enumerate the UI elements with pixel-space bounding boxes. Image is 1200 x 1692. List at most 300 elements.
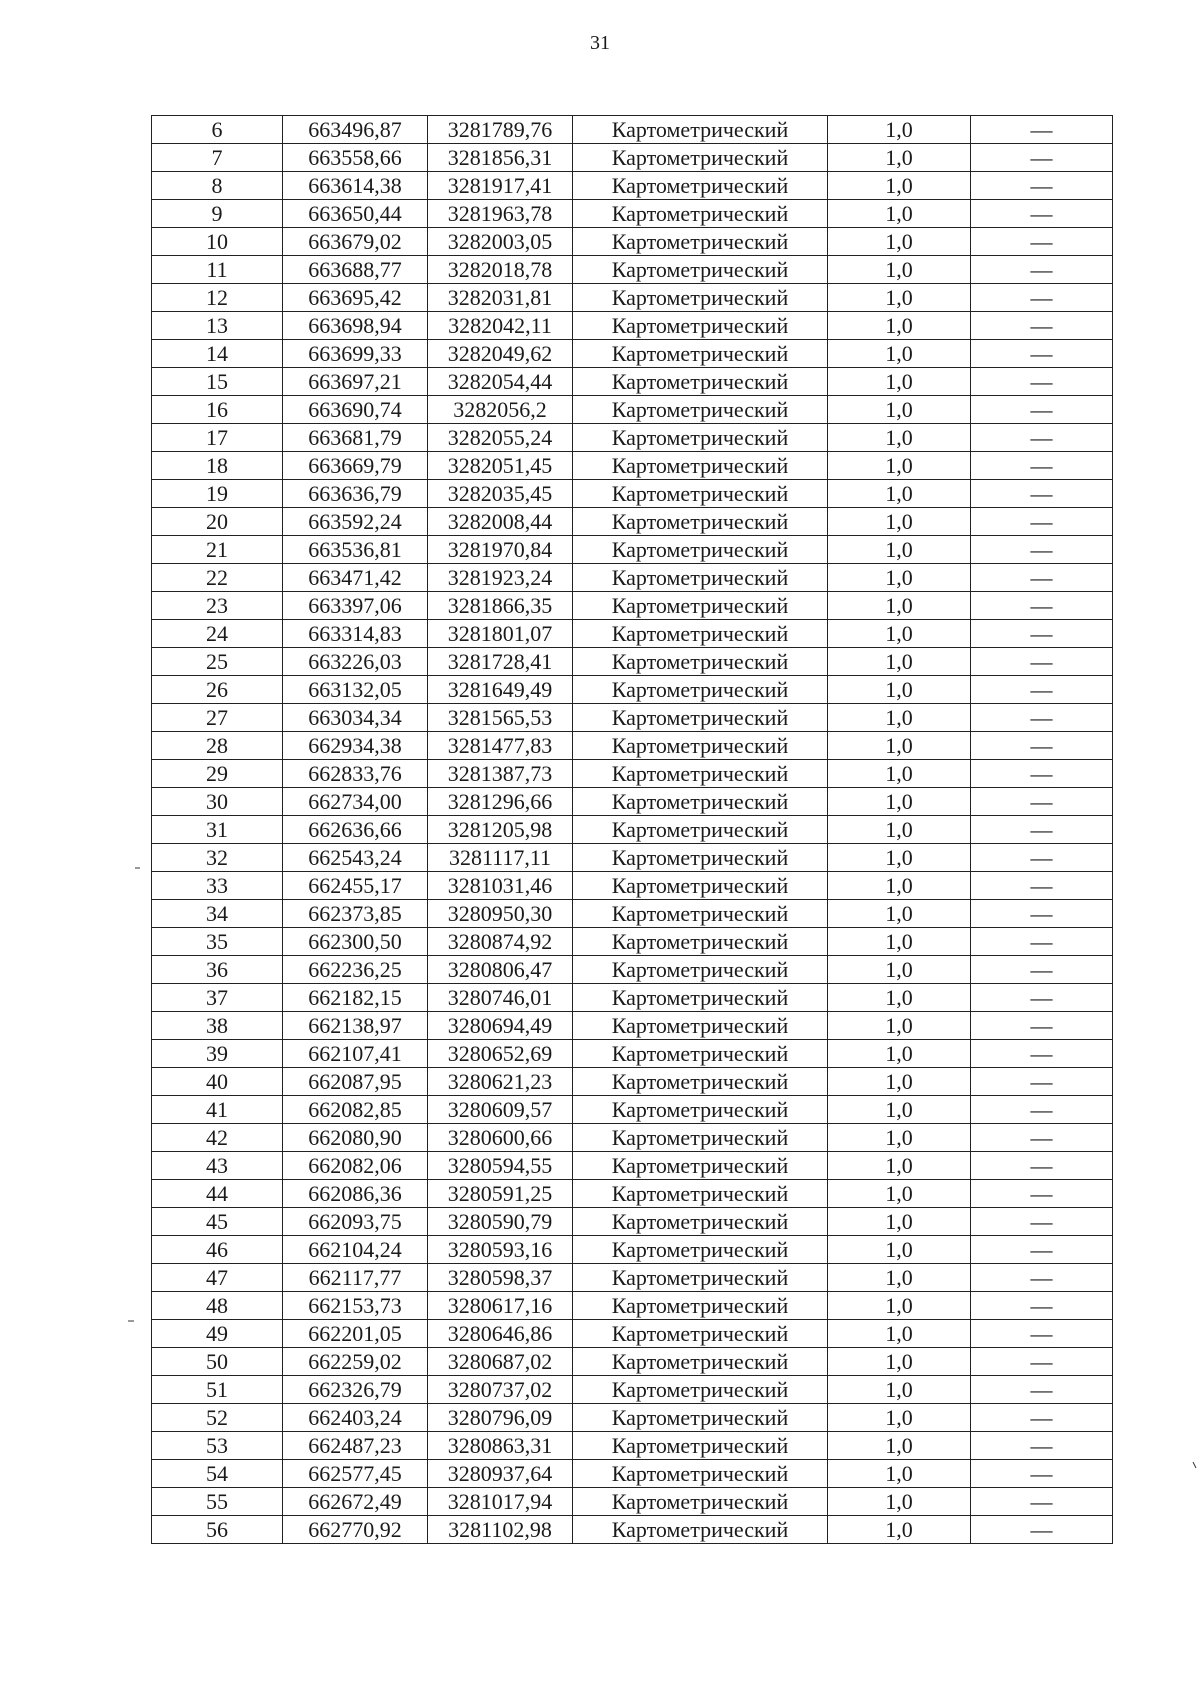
point-number-cell: 12 (152, 284, 283, 312)
y-coordinate-cell: 3280593,16 (428, 1236, 573, 1264)
method-cell: Картометрический (573, 1292, 828, 1320)
x-coordinate-cell: 662182,15 (283, 984, 428, 1012)
point-number-cell: 28 (152, 732, 283, 760)
description-cell: — (971, 900, 1113, 928)
accuracy-cell: 1,0 (828, 228, 971, 256)
table-row (152, 452, 1113, 480)
method-cell: Картометрический (573, 1488, 828, 1516)
point-number-cell: 52 (152, 1404, 283, 1432)
description-cell: — (971, 1348, 1113, 1376)
method-cell: Картометрический (573, 396, 828, 424)
description-cell: — (971, 1404, 1113, 1432)
description-cell: — (971, 1292, 1113, 1320)
description-cell: — (971, 788, 1113, 816)
accuracy-cell: 1,0 (828, 1012, 971, 1040)
x-coordinate-cell: 663669,79 (283, 452, 428, 480)
description-cell: — (971, 872, 1113, 900)
method-cell: Картометрический (573, 956, 828, 984)
accuracy-cell: 1,0 (828, 396, 971, 424)
x-coordinate-cell: 662093,75 (283, 1208, 428, 1236)
accuracy-cell: 1,0 (828, 312, 971, 340)
y-coordinate-cell: 3281970,84 (428, 536, 573, 564)
x-coordinate-cell: 663690,74 (283, 396, 428, 424)
table-row (152, 116, 1113, 144)
point-number-cell: 32 (152, 844, 283, 872)
x-coordinate-cell: 662487,23 (283, 1432, 428, 1460)
y-coordinate-cell: 3280598,37 (428, 1264, 573, 1292)
table-row (152, 788, 1113, 816)
method-cell: Картометрический (573, 368, 828, 396)
y-coordinate-cell: 3282056,2 (428, 396, 573, 424)
accuracy-cell: 1,0 (828, 900, 971, 928)
x-coordinate-cell: 662107,41 (283, 1040, 428, 1068)
accuracy-cell: 1,0 (828, 592, 971, 620)
table-row (152, 760, 1113, 788)
method-cell: Картометрический (573, 704, 828, 732)
description-cell: — (971, 760, 1113, 788)
accuracy-cell: 1,0 (828, 732, 971, 760)
y-coordinate-cell: 3281102,98 (428, 1516, 573, 1544)
table-row (152, 144, 1113, 172)
accuracy-cell: 1,0 (828, 1348, 971, 1376)
description-cell: — (971, 928, 1113, 956)
coordinates-table-container (151, 115, 1112, 1544)
description-cell: — (971, 1516, 1113, 1544)
method-cell: Картометрический (573, 1068, 828, 1096)
table-row (152, 816, 1113, 844)
table-row (152, 676, 1113, 704)
accuracy-cell: 1,0 (828, 1236, 971, 1264)
point-number-cell: 53 (152, 1432, 283, 1460)
description-cell: — (971, 1488, 1113, 1516)
accuracy-cell: 1,0 (828, 928, 971, 956)
accuracy-cell: 1,0 (828, 1040, 971, 1068)
description-cell: — (971, 592, 1113, 620)
x-coordinate-cell: 663697,21 (283, 368, 428, 396)
x-coordinate-cell: 663471,42 (283, 564, 428, 592)
method-cell: Картометрический (573, 1180, 828, 1208)
table-row (152, 1348, 1113, 1376)
y-coordinate-cell: 3280687,02 (428, 1348, 573, 1376)
accuracy-cell: 1,0 (828, 368, 971, 396)
x-coordinate-cell: 663679,02 (283, 228, 428, 256)
x-coordinate-cell: 662403,24 (283, 1404, 428, 1432)
description-cell: — (971, 816, 1113, 844)
method-cell: Картометрический (573, 424, 828, 452)
description-cell: — (971, 256, 1113, 284)
x-coordinate-cell: 662082,85 (283, 1096, 428, 1124)
description-cell: — (971, 228, 1113, 256)
table-row (152, 956, 1113, 984)
table-row (152, 1432, 1113, 1460)
method-cell: Картометрический (573, 228, 828, 256)
y-coordinate-cell: 3281565,53 (428, 704, 573, 732)
x-coordinate-cell: 663698,94 (283, 312, 428, 340)
table-row (152, 396, 1113, 424)
table-row (152, 200, 1113, 228)
accuracy-cell: 1,0 (828, 956, 971, 984)
description-cell: — (971, 620, 1113, 648)
method-cell: Картометрический (573, 172, 828, 200)
method-cell: Картометрический (573, 508, 828, 536)
description-cell: — (971, 1432, 1113, 1460)
method-cell: Картометрический (573, 1152, 828, 1180)
description-cell: — (971, 1096, 1113, 1124)
table-row (152, 1208, 1113, 1236)
table-row (152, 312, 1113, 340)
table-row (152, 1516, 1113, 1544)
method-cell: Картометрический (573, 872, 828, 900)
point-number-cell: 25 (152, 648, 283, 676)
y-coordinate-cell: 3280646,86 (428, 1320, 573, 1348)
method-cell: Картометрический (573, 1096, 828, 1124)
method-cell: Картометрический (573, 536, 828, 564)
x-coordinate-cell: 662087,95 (283, 1068, 428, 1096)
x-coordinate-cell: 662455,17 (283, 872, 428, 900)
point-number-cell: 8 (152, 172, 283, 200)
table-row (152, 648, 1113, 676)
table-row (152, 1040, 1113, 1068)
method-cell: Картометрический (573, 1320, 828, 1348)
x-coordinate-cell: 662672,49 (283, 1488, 428, 1516)
point-number-cell: 42 (152, 1124, 283, 1152)
x-coordinate-cell: 663132,05 (283, 676, 428, 704)
description-cell: — (971, 1208, 1113, 1236)
page-number: 31 (590, 32, 610, 54)
method-cell: Картометрический (573, 844, 828, 872)
point-number-cell: 15 (152, 368, 283, 396)
point-number-cell: 41 (152, 1096, 283, 1124)
point-number-cell: 54 (152, 1460, 283, 1488)
accuracy-cell: 1,0 (828, 1320, 971, 1348)
table-row (152, 1012, 1113, 1040)
point-number-cell: 40 (152, 1068, 283, 1096)
table-row (152, 172, 1113, 200)
y-coordinate-cell: 3280874,92 (428, 928, 573, 956)
accuracy-cell: 1,0 (828, 1376, 971, 1404)
table-row (152, 592, 1113, 620)
point-number-cell: 56 (152, 1516, 283, 1544)
method-cell: Картометрический (573, 1432, 828, 1460)
y-coordinate-cell: 3280746,01 (428, 984, 573, 1012)
table-row (152, 732, 1113, 760)
accuracy-cell: 1,0 (828, 1096, 971, 1124)
x-coordinate-cell: 662104,24 (283, 1236, 428, 1264)
point-number-cell: 37 (152, 984, 283, 1012)
point-number-cell: 36 (152, 956, 283, 984)
description-cell: — (971, 1040, 1113, 1068)
description-cell: — (971, 676, 1113, 704)
accuracy-cell: 1,0 (828, 1432, 971, 1460)
method-cell: Картометрический (573, 1348, 828, 1376)
table-row (152, 704, 1113, 732)
accuracy-cell: 1,0 (828, 816, 971, 844)
y-coordinate-cell: 3281963,78 (428, 200, 573, 228)
accuracy-cell: 1,0 (828, 872, 971, 900)
x-coordinate-cell: 662934,38 (283, 732, 428, 760)
y-coordinate-cell: 3282003,05 (428, 228, 573, 256)
y-coordinate-cell: 3281917,41 (428, 172, 573, 200)
point-number-cell: 14 (152, 340, 283, 368)
table-row (152, 1096, 1113, 1124)
accuracy-cell: 1,0 (828, 1404, 971, 1432)
method-cell: Картометрический (573, 144, 828, 172)
x-coordinate-cell: 663226,03 (283, 648, 428, 676)
point-number-cell: 26 (152, 676, 283, 704)
description-cell: — (971, 1376, 1113, 1404)
y-coordinate-cell: 3281923,24 (428, 564, 573, 592)
method-cell: Картометрический (573, 1012, 828, 1040)
table-row (152, 340, 1113, 368)
method-cell: Картометрический (573, 816, 828, 844)
point-number-cell: 11 (152, 256, 283, 284)
table-row (152, 508, 1113, 536)
y-coordinate-cell: 3282031,81 (428, 284, 573, 312)
coordinates-table (151, 115, 1113, 1544)
accuracy-cell: 1,0 (828, 1488, 971, 1516)
y-coordinate-cell: 3280591,25 (428, 1180, 573, 1208)
x-coordinate-cell: 662080,90 (283, 1124, 428, 1152)
method-cell: Картометрический (573, 676, 828, 704)
description-cell: — (971, 172, 1113, 200)
y-coordinate-cell: 3280600,66 (428, 1124, 573, 1152)
y-coordinate-cell: 3280594,55 (428, 1152, 573, 1180)
y-coordinate-cell: 3280590,79 (428, 1208, 573, 1236)
y-coordinate-cell: 3281387,73 (428, 760, 573, 788)
table-row (152, 872, 1113, 900)
x-coordinate-cell: 663397,06 (283, 592, 428, 620)
description-cell: — (971, 1236, 1113, 1264)
description-cell: — (971, 396, 1113, 424)
accuracy-cell: 1,0 (828, 172, 971, 200)
y-coordinate-cell: 3282055,24 (428, 424, 573, 452)
description-cell: — (971, 312, 1113, 340)
y-coordinate-cell: 3281296,66 (428, 788, 573, 816)
x-coordinate-cell: 663681,79 (283, 424, 428, 452)
method-cell: Картометрический (573, 1208, 828, 1236)
accuracy-cell: 1,0 (828, 340, 971, 368)
accuracy-cell: 1,0 (828, 620, 971, 648)
method-cell: Картометрический (573, 592, 828, 620)
x-coordinate-cell: 662138,97 (283, 1012, 428, 1040)
method-cell: Картометрический (573, 284, 828, 312)
accuracy-cell: 1,0 (828, 676, 971, 704)
method-cell: Картометрический (573, 1264, 828, 1292)
method-cell: Картометрический (573, 788, 828, 816)
point-number-cell: 19 (152, 480, 283, 508)
description-cell: — (971, 340, 1113, 368)
method-cell: Картометрический (573, 452, 828, 480)
table-row (152, 1180, 1113, 1208)
table-row (152, 228, 1113, 256)
method-cell: Картометрический (573, 760, 828, 788)
table-row (152, 1292, 1113, 1320)
description-cell: — (971, 480, 1113, 508)
method-cell: Картометрический (573, 648, 828, 676)
method-cell: Картометрический (573, 200, 828, 228)
y-coordinate-cell: 3282042,11 (428, 312, 573, 340)
table-row (152, 256, 1113, 284)
x-coordinate-cell: 662734,00 (283, 788, 428, 816)
accuracy-cell: 1,0 (828, 1516, 971, 1544)
table-row (152, 1124, 1113, 1152)
point-number-cell: 50 (152, 1348, 283, 1376)
x-coordinate-cell: 662236,25 (283, 956, 428, 984)
description-cell: — (971, 1460, 1113, 1488)
point-number-cell: 35 (152, 928, 283, 956)
x-coordinate-cell: 663496,87 (283, 116, 428, 144)
method-cell: Картометрический (573, 984, 828, 1012)
method-cell: Картометрический (573, 564, 828, 592)
accuracy-cell: 1,0 (828, 508, 971, 536)
method-cell: Картометрический (573, 620, 828, 648)
point-number-cell: 23 (152, 592, 283, 620)
x-coordinate-cell: 662201,05 (283, 1320, 428, 1348)
y-coordinate-cell: 3282035,45 (428, 480, 573, 508)
table-row (152, 928, 1113, 956)
table-row (152, 536, 1113, 564)
description-cell: — (971, 564, 1113, 592)
method-cell: Картометрический (573, 312, 828, 340)
y-coordinate-cell: 3280863,31 (428, 1432, 573, 1460)
accuracy-cell: 1,0 (828, 564, 971, 592)
y-coordinate-cell: 3281856,31 (428, 144, 573, 172)
description-cell: — (971, 956, 1113, 984)
accuracy-cell: 1,0 (828, 424, 971, 452)
y-coordinate-cell: 3280950,30 (428, 900, 573, 928)
point-number-cell: 33 (152, 872, 283, 900)
description-cell: — (971, 1124, 1113, 1152)
y-coordinate-cell: 3280796,09 (428, 1404, 573, 1432)
point-number-cell: 47 (152, 1264, 283, 1292)
table-row (152, 984, 1113, 1012)
point-number-cell: 45 (152, 1208, 283, 1236)
y-coordinate-cell: 3280937,64 (428, 1460, 573, 1488)
method-cell: Картометрический (573, 1376, 828, 1404)
accuracy-cell: 1,0 (828, 788, 971, 816)
y-coordinate-cell: 3280617,16 (428, 1292, 573, 1320)
accuracy-cell: 1,0 (828, 480, 971, 508)
method-cell: Картометрический (573, 480, 828, 508)
point-number-cell: 16 (152, 396, 283, 424)
x-coordinate-cell: 662326,79 (283, 1376, 428, 1404)
y-coordinate-cell: 3282049,62 (428, 340, 573, 368)
method-cell: Картометрический (573, 928, 828, 956)
description-cell: — (971, 732, 1113, 760)
x-coordinate-cell: 662577,45 (283, 1460, 428, 1488)
x-coordinate-cell: 662300,50 (283, 928, 428, 956)
method-cell: Картометрический (573, 1236, 828, 1264)
accuracy-cell: 1,0 (828, 1068, 971, 1096)
x-coordinate-cell: 663650,44 (283, 200, 428, 228)
point-number-cell: 18 (152, 452, 283, 480)
accuracy-cell: 1,0 (828, 1264, 971, 1292)
point-number-cell: 6 (152, 116, 283, 144)
x-coordinate-cell: 662082,06 (283, 1152, 428, 1180)
accuracy-cell: 1,0 (828, 256, 971, 284)
point-number-cell: 31 (152, 816, 283, 844)
x-coordinate-cell: 663558,66 (283, 144, 428, 172)
method-cell: Картометрический (573, 1404, 828, 1432)
description-cell: — (971, 144, 1113, 172)
point-number-cell: 55 (152, 1488, 283, 1516)
table-row (152, 564, 1113, 592)
accuracy-cell: 1,0 (828, 116, 971, 144)
point-number-cell: 46 (152, 1236, 283, 1264)
point-number-cell: 30 (152, 788, 283, 816)
y-coordinate-cell: 3280737,02 (428, 1376, 573, 1404)
point-number-cell: 10 (152, 228, 283, 256)
point-number-cell: 27 (152, 704, 283, 732)
accuracy-cell: 1,0 (828, 648, 971, 676)
x-coordinate-cell: 662636,66 (283, 816, 428, 844)
table-row (152, 1264, 1113, 1292)
y-coordinate-cell: 3281789,76 (428, 116, 573, 144)
x-coordinate-cell: 662117,77 (283, 1264, 428, 1292)
y-coordinate-cell: 3280694,49 (428, 1012, 573, 1040)
point-number-cell: 44 (152, 1180, 283, 1208)
point-number-cell: 39 (152, 1040, 283, 1068)
description-cell: — (971, 116, 1113, 144)
point-number-cell: 20 (152, 508, 283, 536)
y-coordinate-cell: 3280621,23 (428, 1068, 573, 1096)
x-coordinate-cell: 662086,36 (283, 1180, 428, 1208)
table-row (152, 844, 1113, 872)
table-row (152, 1376, 1113, 1404)
y-coordinate-cell: 3281649,49 (428, 676, 573, 704)
x-coordinate-cell: 663536,81 (283, 536, 428, 564)
y-coordinate-cell: 3281866,35 (428, 592, 573, 620)
method-cell: Картометрический (573, 116, 828, 144)
point-number-cell: 48 (152, 1292, 283, 1320)
table-row (152, 1068, 1113, 1096)
description-cell: — (971, 1264, 1113, 1292)
x-coordinate-cell: 663699,33 (283, 340, 428, 368)
x-coordinate-cell: 662770,92 (283, 1516, 428, 1544)
description-cell: — (971, 1012, 1113, 1040)
y-coordinate-cell: 3280609,57 (428, 1096, 573, 1124)
table-row (152, 1488, 1113, 1516)
method-cell: Картометрический (573, 1460, 828, 1488)
y-coordinate-cell: 3281728,41 (428, 648, 573, 676)
description-cell: — (971, 284, 1113, 312)
point-number-cell: 21 (152, 536, 283, 564)
table-row (152, 480, 1113, 508)
table-row (152, 284, 1113, 312)
x-coordinate-cell: 663314,83 (283, 620, 428, 648)
point-number-cell: 43 (152, 1152, 283, 1180)
y-coordinate-cell: 3281477,83 (428, 732, 573, 760)
point-number-cell: 51 (152, 1376, 283, 1404)
table-row (152, 620, 1113, 648)
method-cell: Картометрический (573, 1124, 828, 1152)
description-cell: — (971, 984, 1113, 1012)
table-row (152, 1320, 1113, 1348)
x-coordinate-cell: 663034,34 (283, 704, 428, 732)
point-number-cell: 7 (152, 144, 283, 172)
y-coordinate-cell: 3281031,46 (428, 872, 573, 900)
x-coordinate-cell: 663614,38 (283, 172, 428, 200)
x-coordinate-cell: 663695,42 (283, 284, 428, 312)
accuracy-cell: 1,0 (828, 1292, 971, 1320)
method-cell: Картометрический (573, 340, 828, 368)
description-cell: — (971, 536, 1113, 564)
description-cell: — (971, 1068, 1113, 1096)
accuracy-cell: 1,0 (828, 144, 971, 172)
point-number-cell: 22 (152, 564, 283, 592)
point-number-cell: 24 (152, 620, 283, 648)
table-row (152, 1460, 1113, 1488)
